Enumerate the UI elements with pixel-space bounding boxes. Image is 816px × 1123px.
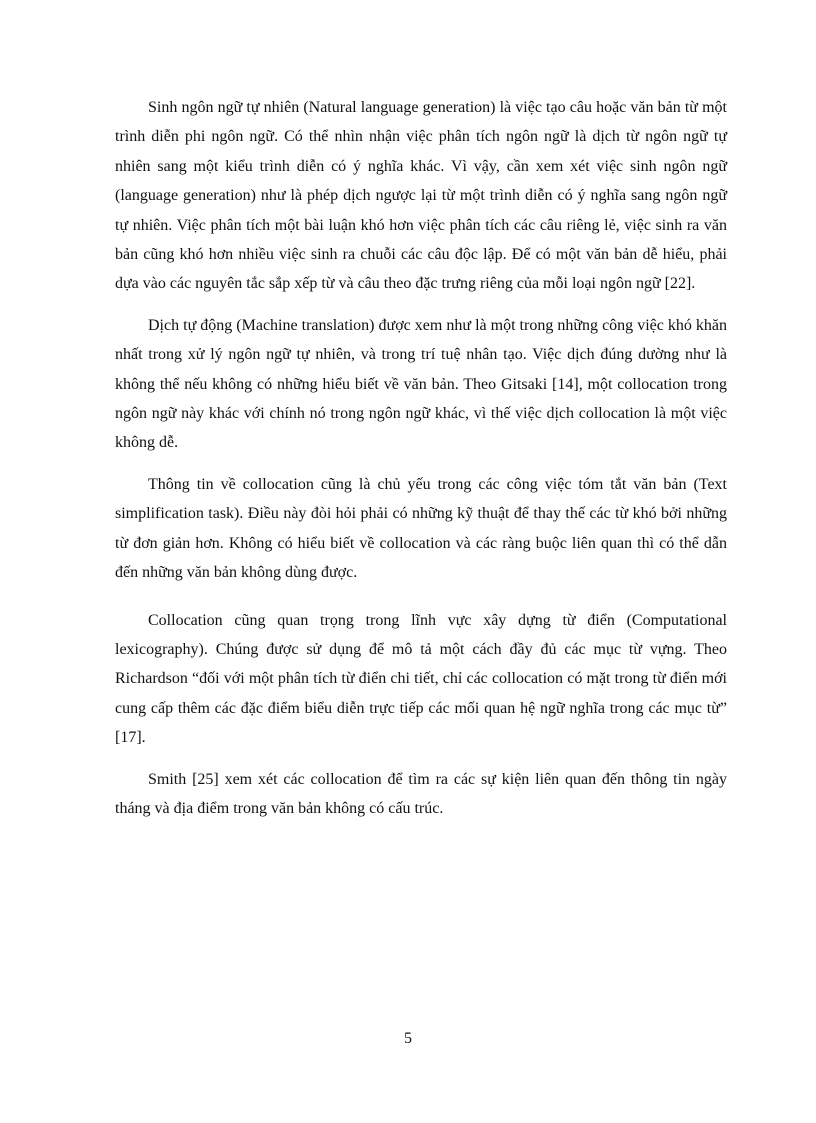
- body-text: [115, 93, 727, 835]
- paragraph-smith: Smith [25] xem xét các collocation để tìm ra các sự kiện liên quan đến thông tin ngày tháng và địa điểm trong văn bản không có cấu trúc.: [115, 770, 727, 817]
- paragraph-text-simplification: Thông tin về collocation cũng là chủ yếu trong các công việc tóm tắt văn bản (Text simplification task). Điều này đòi hỏi phải có những kỹ thuật để thay thế các từ khó bởi những từ đơn giản hơn. Không có hiểu biết về collocation và các ràng buộc liên quan thì có thể dẫn đến những văn bản không dùng được.: [115, 475, 727, 582]
- page-number: 5: [404, 1030, 412, 1047]
- paragraph-lexicography: Collocation cũng quan trọng trong lĩnh vực xây dựng từ điển (Computational lexicography). Chúng được sử dụng để mô tả một cách đầy đủ các mục từ vựng. Theo Richardson “đối với một phân tích từ điển chi tiết, chỉ các collocation có mặt trong từ điển mới cung cấp thêm các đặc điểm biểu diễn trực tiếp các mối quan hệ ngữ nghĩa trong các mục từ” [17].: [115, 611, 727, 747]
- paragraph-machine-translation: Dịch tự động (Machine translation) được xem như là một trong những công việc khó khăn nhất trong xử lý ngôn ngữ tự nhiên, và trong trí tuệ nhân tạo. Việc dịch đúng dường như là không thể nếu không có những hiểu biết về văn bản. Theo Gitsaki [14], một collocation trong ngôn ngữ này khác với chính nó trong ngôn ngữ khác, vì thế việc dịch collocation là một việc không dễ.: [115, 316, 727, 452]
- paragraph-nlg: Sinh ngôn ngữ tự nhiên (Natural language generation) là việc tạo câu hoặc văn bản từ một trình diễn phi ngôn ngữ. Có thể nhìn nhận việc phân tích ngôn ngữ là dịch từ ngôn ngữ tự nhiên sang một kiểu trình diễn có ý nghĩa khác. Vì vậy, cần xem xét việc sinh ngôn ngữ (language generation) như là phép dịch ngược lại từ một trình diễn có ý nghĩa sang ngôn ngữ tự nhiên. Việc phân tích một bài luận khó hơn việc phân tích các câu riêng lẻ, việc sinh ra văn bản cũng khó hơn nhiều việc sinh ra chuỗi các câu độc lập. Để có một văn bản dễ hiểu, phải dựa vào các nguyên tắc sắp xếp từ và câu theo đặc trưng riêng của mỗi loại ngôn ngữ [22].: [115, 99, 727, 293]
